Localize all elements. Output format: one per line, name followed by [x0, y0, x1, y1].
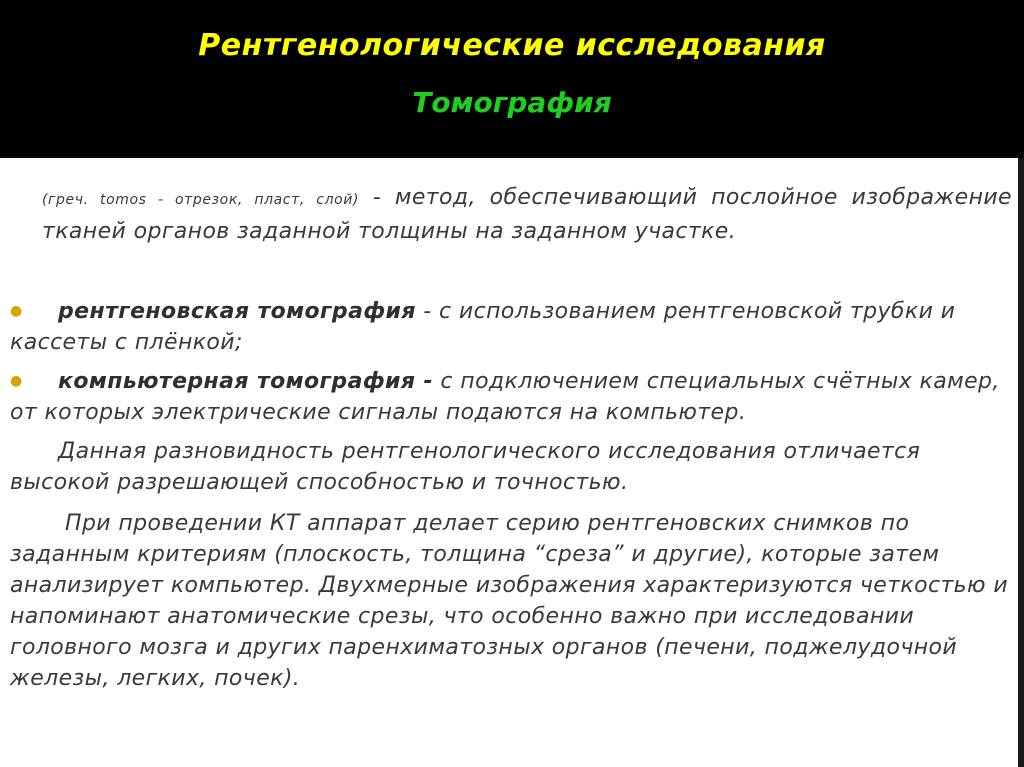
list-item — [10, 296, 1010, 358]
bullet-term: компьютерная томография - — [58, 369, 433, 394]
bullet-dot-icon: ● — [10, 373, 23, 389]
bullet-dot-icon: ● — [10, 303, 23, 319]
content-edge — [1018, 158, 1024, 767]
paragraph-resolution: Данная разновидность рентгенологического исследования отличается высокой разрешающей способностью и точностью. — [10, 439, 921, 495]
bullet-text: с подключением специальных счётных камер, от которых электрические сигналы подаются на компьютер. — [10, 369, 1000, 425]
paragraph-ct-description: При проведении КТ аппарат делает серию рентгеновских снимков по заданным критериям (плоскость, толщина “среза” и другие), которые затем анализирует компьютер. Двухмерные изображения характеризуются четкостью и напоминают анатомические срезы, что особенно важно при исследовании головного мозга и других паренхиматозных органов (печени, поджелудочной железы, легких, почек). — [10, 511, 1009, 691]
bullet-text: - с использованием рентгеновской трубки и кассеты с плёнкой; — [10, 299, 956, 355]
definition-paragraph — [42, 182, 1012, 247]
slide-subtitle: Томография — [412, 86, 612, 119]
bullet-term: рентгеновская томография — [58, 299, 416, 324]
etymology-note: (греч. tomos - отрезок, пласт, слой) — [42, 192, 360, 208]
slide-header — [0, 0, 1024, 158]
slide-title: Рентгенологические исследования — [198, 28, 826, 63]
definition-text: - метод, обеспечивающий послойное изображение тканей органов заданной толщины на заданном участке. — [42, 185, 1012, 244]
list-item — [10, 366, 1010, 428]
